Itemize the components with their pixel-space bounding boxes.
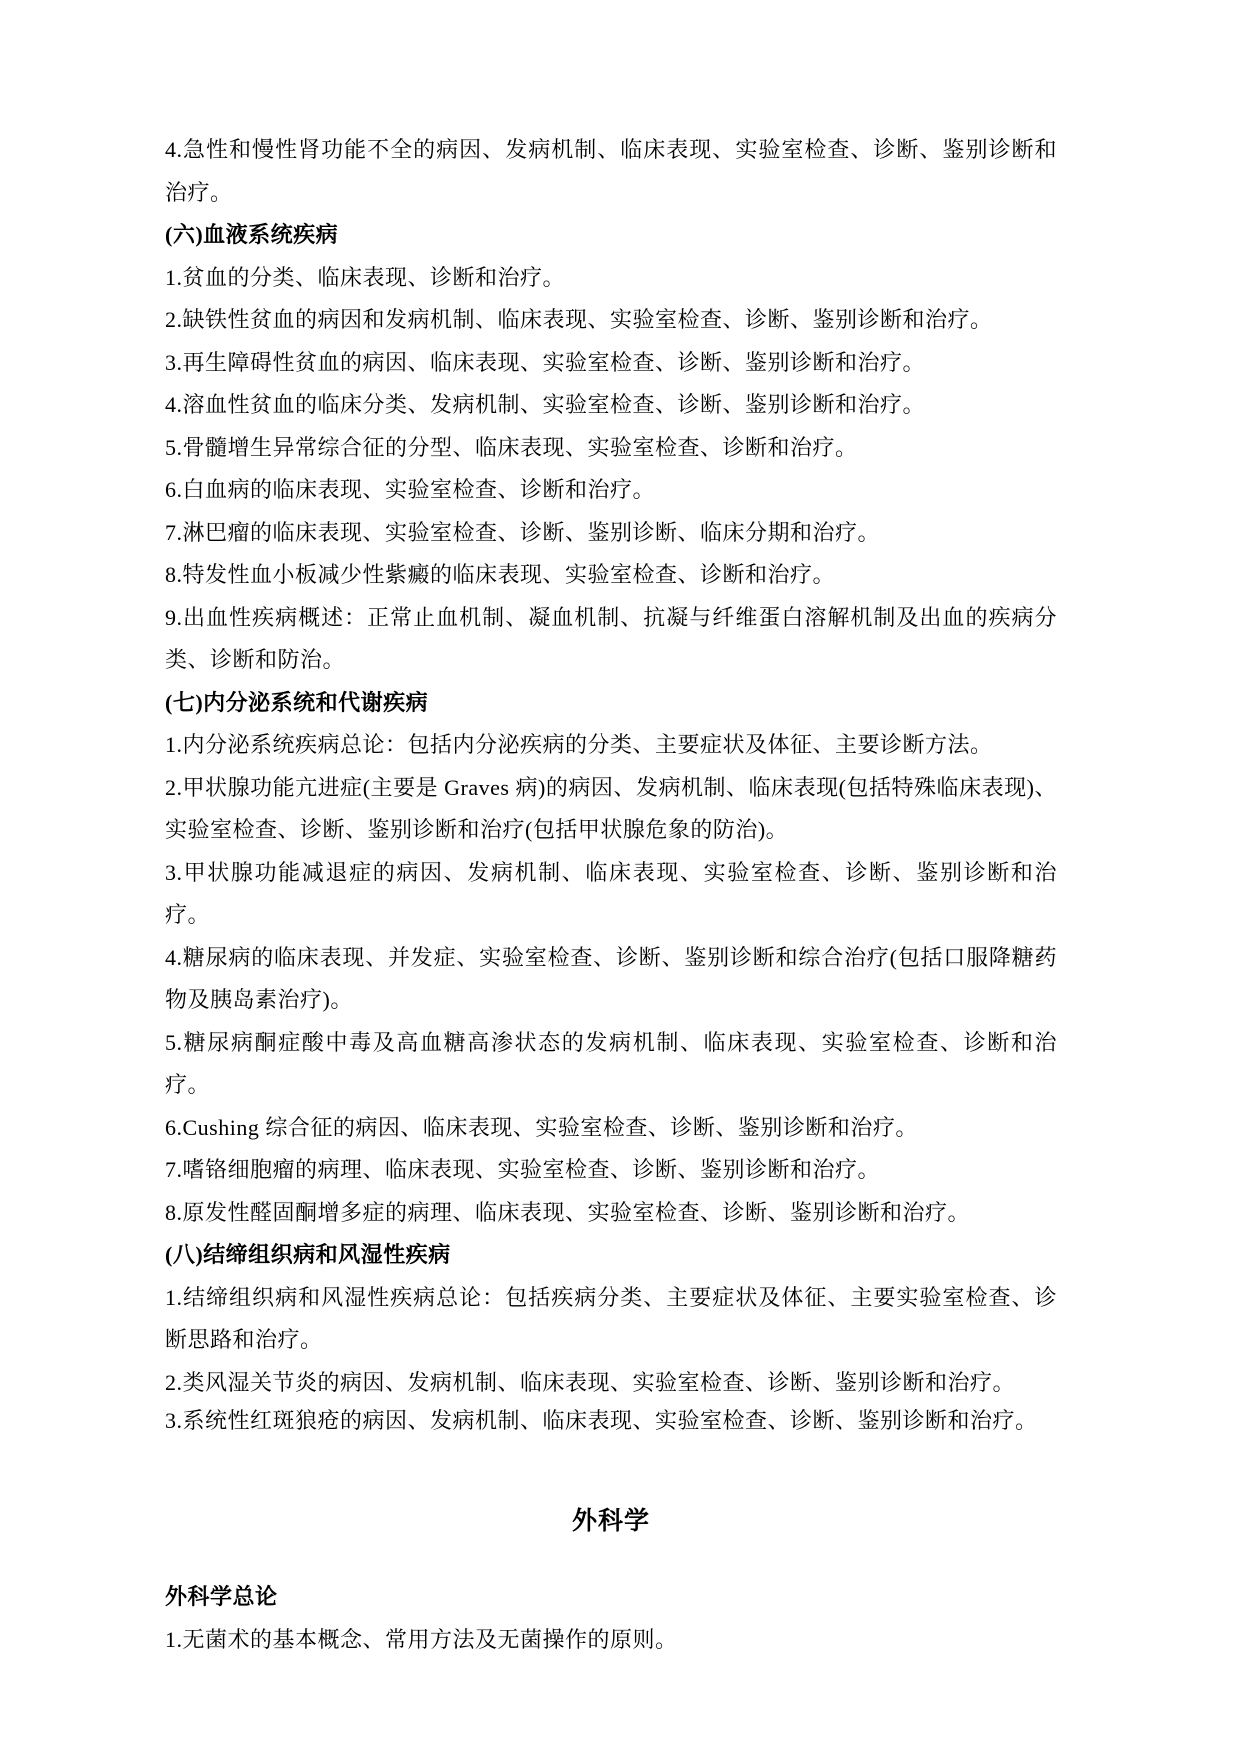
syllabus-item: 8.原发性醛固酮增多症的病理、临床表现、实验室检查、诊断、鉴别诊断和治疗。 bbox=[165, 1199, 971, 1225]
syllabus-item: 7.淋巴瘤的临床表现、实验室检查、诊断、鉴别诊断、临床分期和治疗。 bbox=[165, 519, 881, 545]
syllabus-item: 2.缺铁性贫血的病因和发病机制、临床表现、实验室检查、诊断、鉴别诊断和治疗。 bbox=[165, 307, 993, 332]
syllabus-item: 3.系统性红斑狼疮的病因、发病机制、临床表现、实验室检查、诊断、鉴别诊断和治疗。 bbox=[165, 1408, 1038, 1433]
syllabus-item: 2.类风湿关节炎的病因、发病机制、临床表现、实验室检查、诊断、鉴别诊断和治疗。 bbox=[165, 1369, 1016, 1395]
syllabus-item: 3.再生障碍性贫血的病因、临床表现、实验室检查、诊断、鉴别诊断和治疗。 bbox=[165, 349, 926, 375]
syllabus-item: 2.甲状腺功能亢进症(主要是 Graves 病)的病因、发病机制、临床表现(包括特殊临床表现)、实验室检查、诊断、鉴别诊断和治疗(包括甲状腺危象的防治)。 bbox=[165, 774, 1057, 842]
syllabus-item: 4.糖尿病的临床表现、并发症、实验室检查、诊断、鉴别诊断和综合治疗(包括口服降糖药物及胰岛素治疗)。 bbox=[165, 944, 1057, 1012]
syllabus-item: 5.骨髓增生异常综合征的分型、临床表现、实验室检查、诊断和治疗。 bbox=[165, 434, 858, 460]
surgery-general-heading: 外科学总论 bbox=[165, 1584, 278, 1609]
section-heading-endocrine-metabolic-diseases: (七)内分泌系统和代谢疾病 bbox=[165, 689, 429, 715]
syllabus-item: 4.急性和慢性肾功能不全的病因、发病机制、临床表现、实验室检查、诊断、鉴别诊断和治疗。 bbox=[165, 137, 1057, 205]
section-heading-connective-tissue-rheumatic-diseases: (八)结缔组织病和风湿性疾病 bbox=[165, 1242, 451, 1267]
syllabus-item: 1.贫血的分类、临床表现、诊断和治疗。 bbox=[165, 264, 566, 290]
syllabus-item: 1.结缔组织病和风湿性疾病总论：包括疾病分类、主要症状及体征、主要实验室检查、诊断思路和治疗。 bbox=[165, 1284, 1057, 1352]
syllabus-item: 6.白血病的临床表现、实验室检查、诊断和治疗。 bbox=[165, 477, 656, 502]
syllabus-item: 8.特发性血小板减少性紫癜的临床表现、实验室检查、诊断和治疗。 bbox=[165, 562, 836, 587]
syllabus-item: 4.溶血性贫血的临床分类、发病机制、实验室检查、诊断、鉴别诊断和治疗。 bbox=[165, 392, 926, 417]
section-heading-blood-diseases: (六)血液系统疾病 bbox=[165, 222, 339, 247]
syllabus-item: 9.出血性疾病概述：正常止血机制、凝血机制、抗凝与纤维蛋白溶解机制及出血的疾病分类、诊断和防治。 bbox=[165, 604, 1057, 672]
syllabus-item: 6.Cushing 综合征的病因、临床表现、实验室检查、诊断、鉴别诊断和治疗。 bbox=[165, 1114, 918, 1140]
syllabus-item: 1.内分泌系统疾病总论：包括内分泌疾病的分类、主要症状及体征、主要诊断方法。 bbox=[165, 732, 993, 757]
document-content bbox=[165, 129, 1057, 1661]
syllabus-item: 5.糖尿病酮症酸中毒及高血糖高渗状态的发病机制、临床表现、实验室检查、诊断和治疗。 bbox=[165, 1029, 1057, 1097]
surgery-chapter-title: 外科学 bbox=[571, 1508, 650, 1535]
syllabus-item: 7.嗜铬细胞瘤的病理、临床表现、实验室检查、诊断、鉴别诊断和治疗。 bbox=[165, 1157, 881, 1182]
syllabus-item: 3.甲状腺功能减退症的病因、发病机制、临床表现、实验室检查、诊断、鉴别诊断和治疗。 bbox=[165, 859, 1057, 927]
syllabus-item: 1.无菌术的基本概念、常用方法及无菌操作的原则。 bbox=[165, 1626, 678, 1652]
